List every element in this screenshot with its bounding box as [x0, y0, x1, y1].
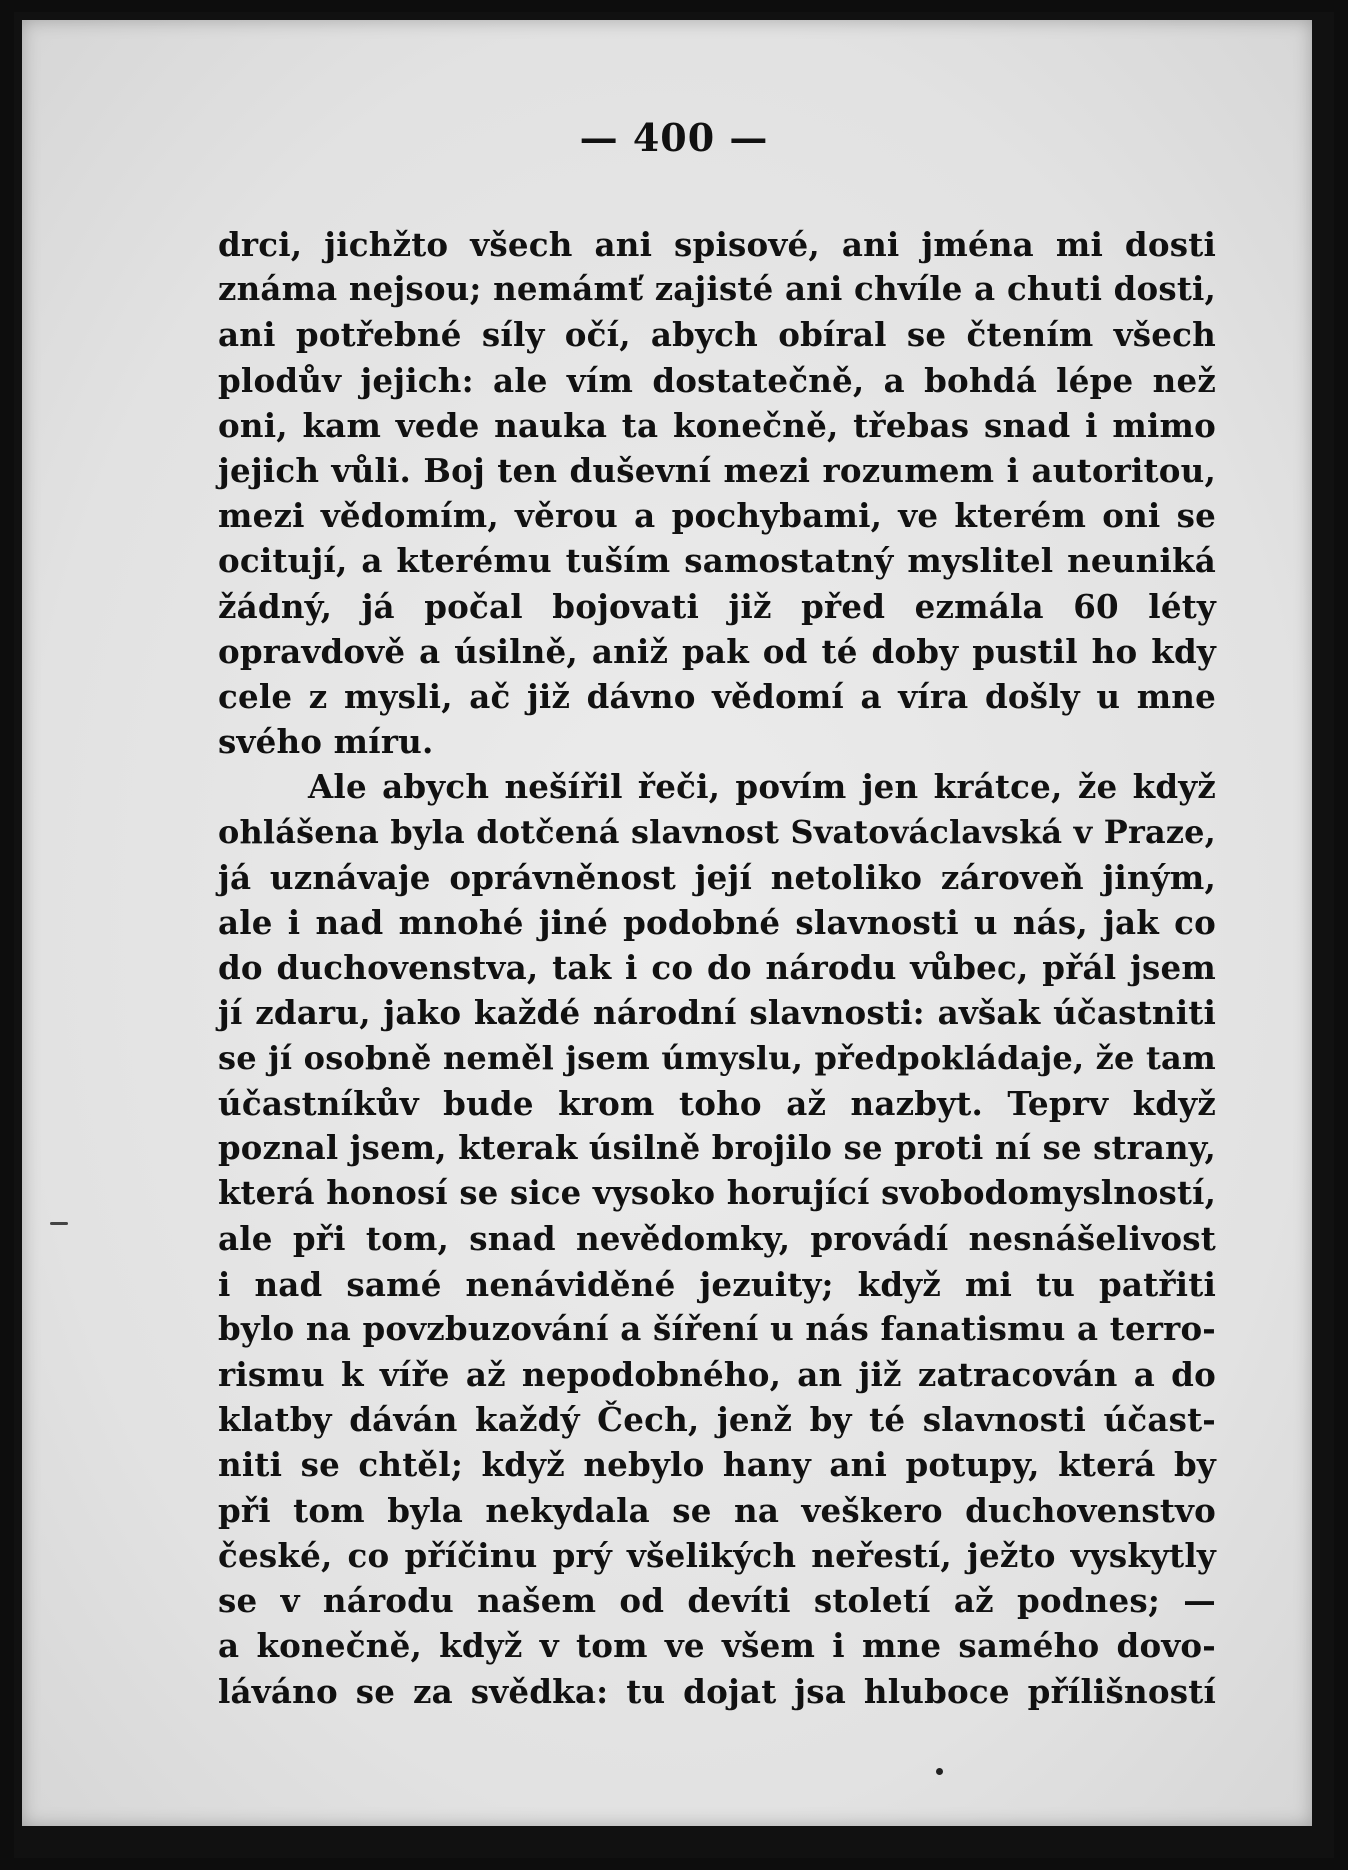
- text-line: se jí osobně neměl jsem úmyslu, předpokládaje, že tam: [218, 1038, 1216, 1077]
- text-line: klatby dáván každý Čech, jenž by té slavnosti účast-: [218, 1400, 1216, 1440]
- text-line: já uznávaje oprávněnost její netoliko zároveň jiným,: [218, 857, 1216, 897]
- text-line: rismu k víře až nepodobného, an již zatracován a do: [218, 1355, 1216, 1395]
- text-line: i nad samé nenáviděné jezuity; když mi tu patřiti: [218, 1264, 1216, 1304]
- text-line: niti se chtěl; když nebylo hany ani potupy, která by: [218, 1445, 1216, 1485]
- page-number: — 400 —: [579, 115, 769, 160]
- text-line: jejich vůli. Boj ten duševní mezi rozumem i autoritou,: [218, 451, 1216, 491]
- text-line: do duchovenstva, tak i co do národu vůbec, přál jsem: [218, 948, 1216, 988]
- text-line: se v národu našem od devíti století až podnes; —: [218, 1581, 1216, 1621]
- text-line: poznal jsem, kterak úsilně brojilo se proti ní se strany,: [218, 1129, 1216, 1168]
- text-line: mezi vědomím, věrou a pochybami, ve kterém oni se: [218, 496, 1216, 536]
- text-line: ohlášena byla dotčená slavnost Svatováclavská v Praze,: [218, 812, 1216, 851]
- text-line: Ale abych nešířil řeči, povím jen krátce, že když: [308, 767, 1216, 807]
- text-line: opravdově a úsilně, aniž pak od té doby pustil ho kdy: [218, 631, 1216, 671]
- text-line: jí zdaru, jako každé národní slavnosti: avšak účastniti: [218, 993, 1216, 1033]
- text-line: drci, jichžto všech ani spisové, ani jména mi dosti: [218, 225, 1216, 264]
- text-line: ocitují, a kterému tuším samostatný myslitel neuniká: [218, 541, 1216, 581]
- text-line: ani potřebné síly očí, abych obíral se čtením všech: [218, 315, 1216, 355]
- text-line: české, co příčinu prý všelikých neřestí, ježto vyskytly: [218, 1535, 1216, 1575]
- text-line: svého míru.: [218, 722, 434, 762]
- text-line: známa nejsou; nemámť zajisté ani chvíle a chuti dosti,: [218, 270, 1216, 309]
- paragraph-1: [218, 222, 1216, 764]
- text-line: bylo na povzbuzování a šíření u nás fanatismu a terro-: [218, 1309, 1216, 1348]
- text-line: oni, kam vede nauka ta konečně, třebas snad i mimo: [218, 405, 1216, 445]
- text-line: ale při tom, snad nevědomky, provádí nesnášelivost: [218, 1219, 1216, 1259]
- body-text: [218, 222, 1216, 1714]
- text-line: žádný, já počal bojovati již před ezmála 60 léty: [218, 586, 1216, 626]
- text-line: která honosí se sice vysoko horující svobodomyslností,: [218, 1174, 1216, 1213]
- text-line: plodův jejich: ale vím dostatečně, a bohdá lépe než: [218, 360, 1216, 400]
- text-line: láváno se za svědka: tu dojat jsa hluboce přílišností: [218, 1671, 1216, 1711]
- ink-speck: [936, 1768, 943, 1775]
- text-line: cele z mysli, ač již dávno vědomí a víra došly u mne: [218, 677, 1216, 717]
- ink-speck: [50, 1222, 68, 1225]
- paragraph-2: [218, 764, 1216, 1713]
- text-line: ale i nad mnohé jiné podobné slavnosti u nás, jak co: [218, 903, 1216, 943]
- text-line: účastníkův bude krom toho až nazbyt. Teprv když: [218, 1083, 1216, 1123]
- text-line: při tom byla nekydala se na veškero duchovenstvo: [218, 1490, 1216, 1530]
- text-line: a konečně, když v tom ve všem i mne samého dovo-: [218, 1626, 1216, 1666]
